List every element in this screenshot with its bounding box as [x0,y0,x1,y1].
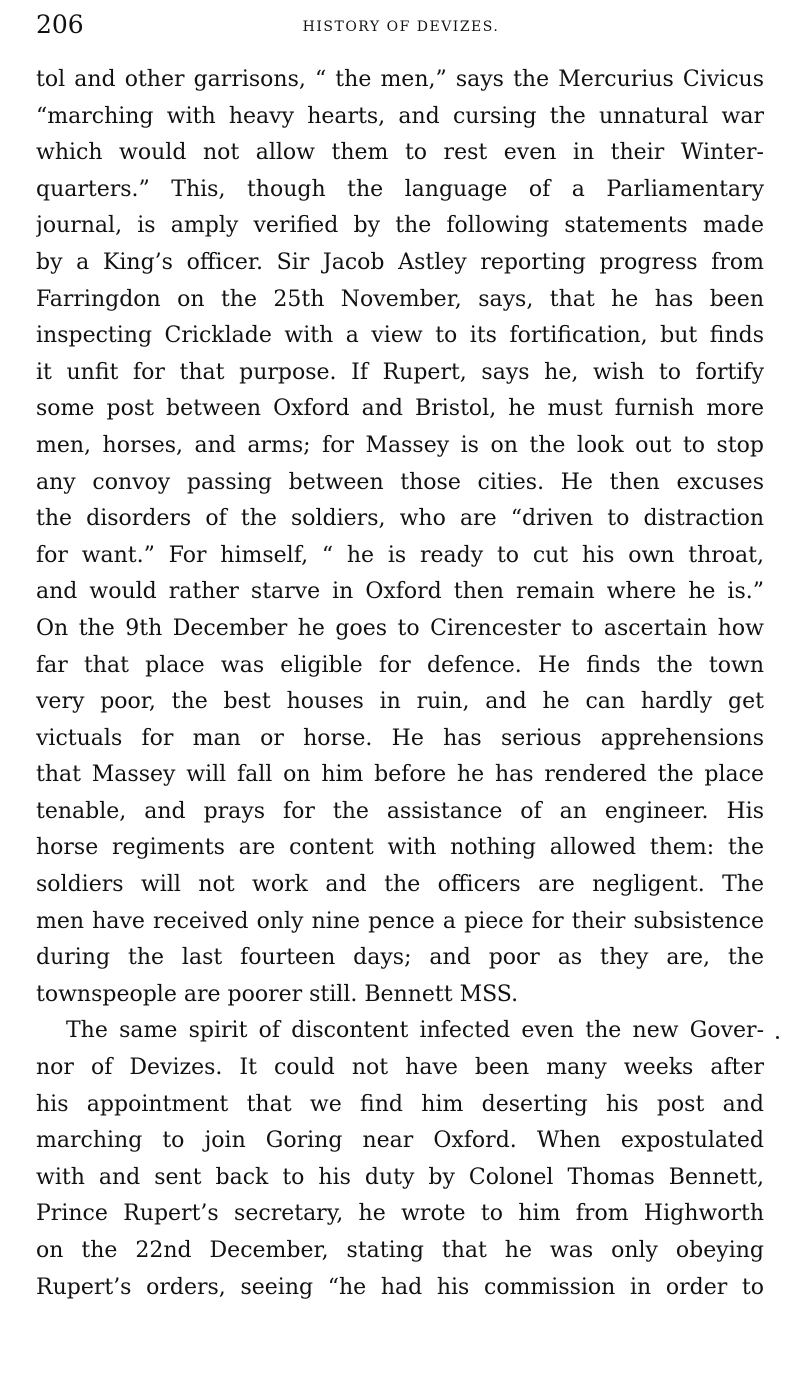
page-number: 206 [36,10,84,39]
text-line: quarters.” This, though the language of a Parliamentary [36,176,764,202]
text-line: soldiers will not work and the officers are negligent. The [36,872,764,898]
text-line: far that place was eligible for defence. He finds the town [36,652,764,678]
running-head [36,8,766,42]
text-line: any convoy passing between those cities. He then excuses [36,469,764,495]
text-line: On the 9th December he goes to Cirencester to ascertain how [36,615,764,641]
text-line: for want.” For himself, “ he is ready to cut his own throat, [36,542,764,568]
paragraph-1 [36,62,764,1013]
text-line: marching to join Goring near Oxford. When expostulated [36,1128,764,1154]
text-line: some post between Oxford and Bristol, he must furnish more [36,396,764,422]
text-line: and would rather starve in Oxford then remain where he is.” [36,579,764,605]
text-line: his appointment that we find him deserting his post and [36,1091,764,1117]
running-title: HISTORY OF DEVIZES. [302,19,500,35]
text-line: victuals for man or horse. He has serious apprehensions [36,725,764,751]
text-line: tol and other garrisons, “ the men,” says the Mercurius Civicus [36,67,764,92]
text-line: Prince Rupert’s secretary, he wrote to him from Highworth [36,1201,764,1227]
text-line: journal, is amply verified by the following statements made [36,213,764,239]
text-line: The same spirit of discontent infected even the new Gover- [66,1018,764,1044]
text-line: men have received only nine pence a piece for their subsistence [36,908,764,934]
text-line: which would not allow them to rest even in their Winter- [36,140,764,166]
text-line: that Massey will fall on him before he has rendered the place [36,762,764,788]
margin-dot-mark [776,1036,779,1039]
text-line: “marching with heavy hearts, and cursing the unnatural war [36,103,764,129]
text-line: horse regiments are content with nothing allowed them: the [36,835,764,861]
text-line: with and sent back to his duty by Colonel Thomas Bennett, [36,1164,764,1190]
text-line: during the last fourteen days; and poor as they are, the [36,945,764,971]
text-line: Farringdon on the 25th November, says, that he has been [36,286,764,312]
body-text [36,62,764,1306]
paragraph-2 [36,1013,764,1306]
text-line: on the 22nd December, stating that he was only obeying [36,1238,764,1263]
text-line: men, horses, and arms; for Massey is on the look out to stop [36,432,764,458]
text-line: it unfit for that purpose. If Rupert, says he, wish to fortify [36,359,764,385]
text-line: very poor, the best houses in ruin, and he can hardly get [36,689,764,715]
text-line: by a King’s officer. Sir Jacob Astley reporting progress from [36,249,764,275]
text-line: tenable, and prays for the assistance of an engineer. His [36,798,764,824]
text-line: inspecting Cricklade with a view to its fortification, but finds [36,323,764,349]
text-line: the disorders of the soldiers, who are “driven to distraction [36,506,764,532]
text-line: nor of Devizes. It could not have been many weeks after [36,1055,764,1081]
text-line: Rupert’s orders, seeing “he had his commission in order to [36,1274,764,1300]
text-line: townspeople are poorer still. Bennett MSS. [36,981,519,1007]
